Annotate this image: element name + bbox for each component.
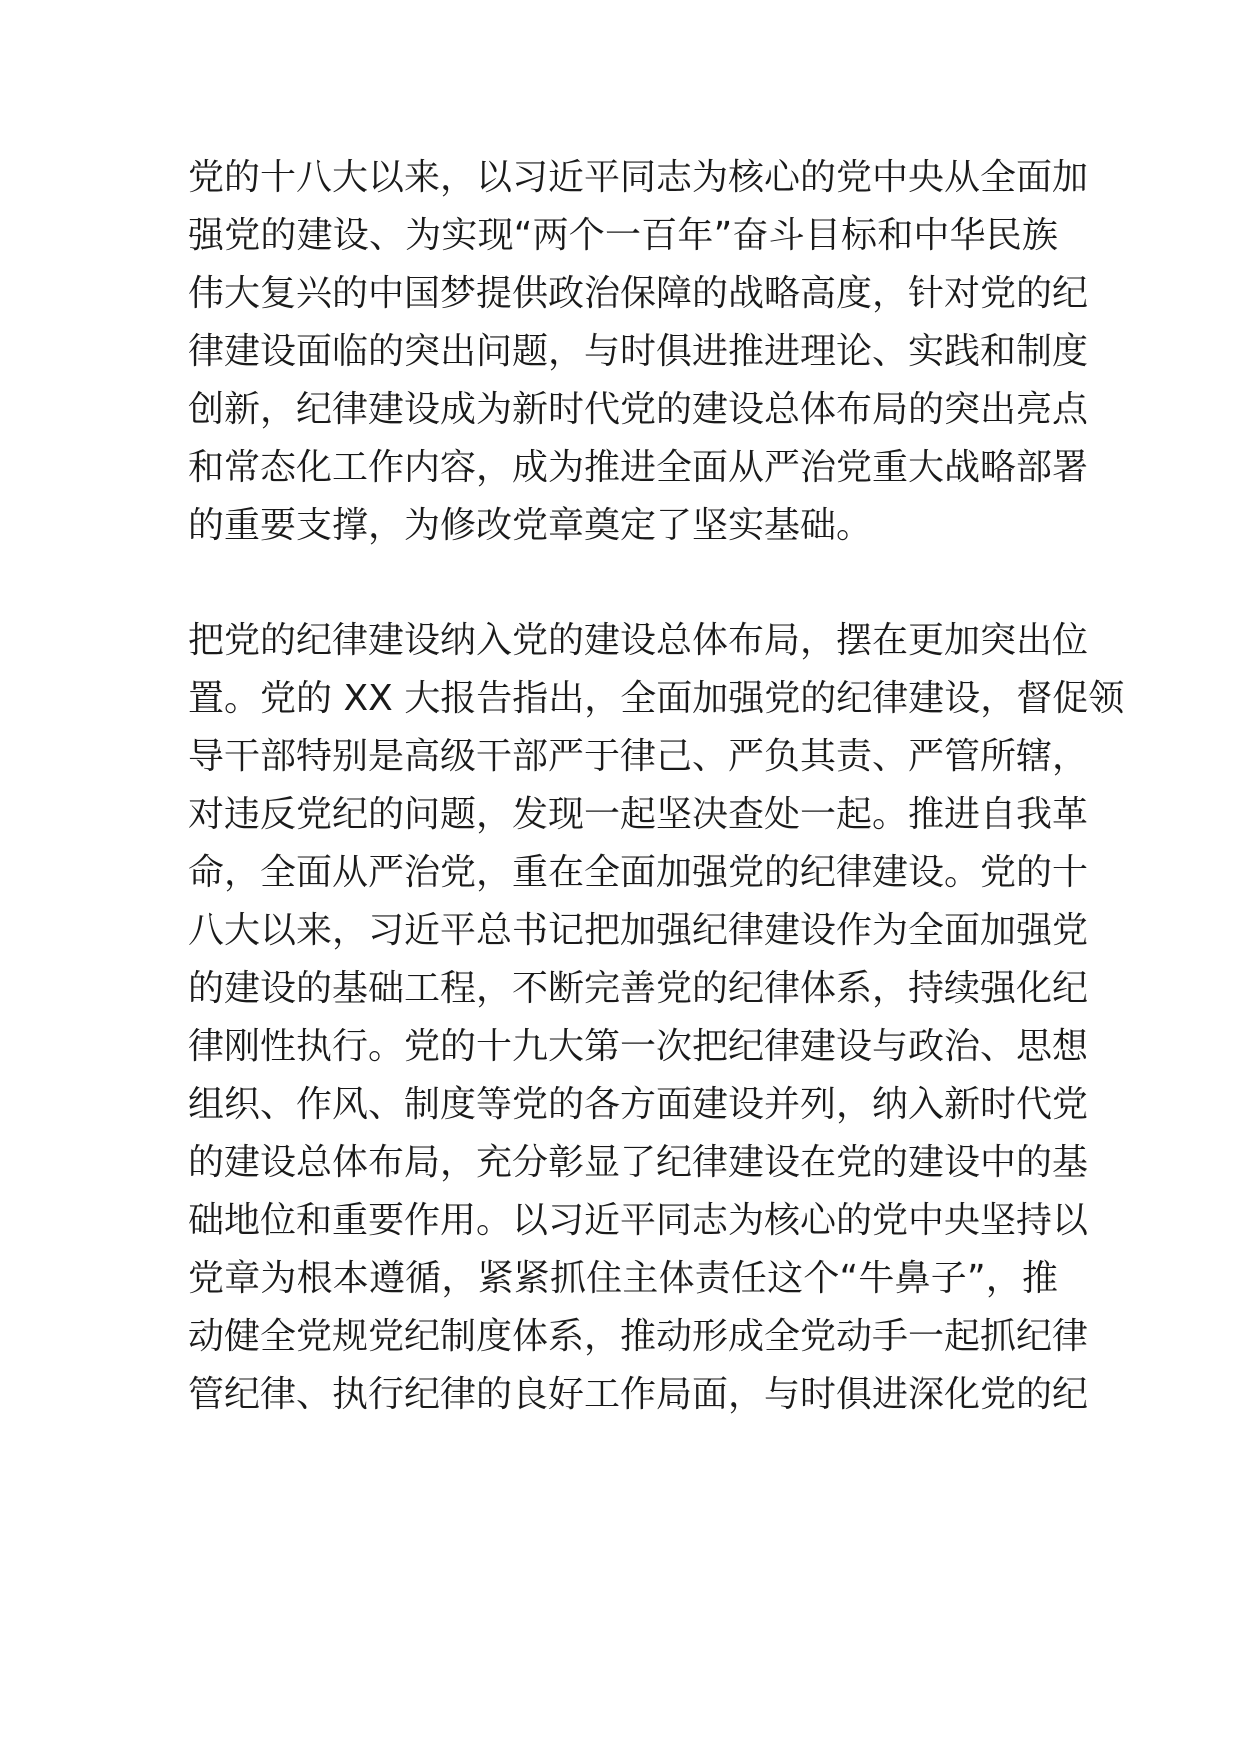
paragraph-1-line-1: 党的十八大以来，以习近平同志为核心的党中央从全面加 (188, 157, 1089, 198)
paragraph-1-line-2: 强党的建设、为实现“两个一百年”奋斗目标和中华民族 (188, 215, 1058, 256)
paragraph-2-line-13: 动健全党规党纪制度体系，推动形成全党动手一起抓纪律 (188, 1316, 1089, 1357)
paragraph-2-line-9: 组织、作风、制度等党的各方面建设并列，纳入新时代党 (188, 1084, 1089, 1125)
paragraph-2-line-7: 的建设的基础工程，不断完善党的纪律体系，持续强化纪 (188, 968, 1089, 1009)
paragraph-2-line-4: 对违反党纪的问题，发现一起坚决查处一起。推进自我革 (188, 794, 1089, 835)
paragraph-2-line-3: 导干部特别是高级干部严于律己、严负其责、严管所辖， (188, 736, 1089, 777)
paragraph-1-line-4: 律建设面临的突出问题，与时俱进推进理论、实践和制度 (188, 331, 1089, 372)
paragraph-2-line-14: 管纪律、执行纪律的良好工作局面，与时俱进深化党的纪 (188, 1374, 1089, 1415)
paragraph-1-line-3: 伟大复兴的中国梦提供政治保障的战略高度，针对党的纪 (188, 273, 1089, 314)
paragraph-2-line-11: 础地位和重要作用。以习近平同志为核心的党中央坚持以 (188, 1200, 1089, 1241)
paragraph-1-line-5: 创新，纪律建设成为新时代党的建设总体布局的突出亮点 (188, 389, 1089, 430)
paragraph-2-line-10: 的建设总体布局，充分彰显了纪律建设在党的建设中的基 (188, 1142, 1089, 1183)
paragraph-2-line-8: 律刚性执行。党的十九大第一次把纪律建设与政治、思想 (188, 1026, 1089, 1067)
paragraph-2-line-5: 命，全面从严治党，重在全面加强党的纪律建设。党的十 (188, 852, 1089, 893)
paragraph-2-line-6: 八大以来，习近平总书记把加强纪律建设作为全面加强党 (188, 910, 1089, 951)
paragraph-1-line-7: 的重要支撑，为修改党章奠定了坚实基础。 (188, 505, 873, 546)
paragraph-2-line-1: 把党的纪律建设纳入党的建设总体布局，摆在更加突出位 (188, 620, 1089, 661)
paragraph-2-line-12: 党章为根本遵循，紧紧抓住主体责任这个“牛鼻子”，推 (188, 1258, 1058, 1299)
paragraph-1-line-6: 和常态化工作内容，成为推进全面从严治党重大战略部署 (188, 447, 1089, 488)
paragraph-2-line-2: 置。党的 XX 大报告指出，全面加强党的纪律建设，督促领 (188, 678, 1125, 719)
